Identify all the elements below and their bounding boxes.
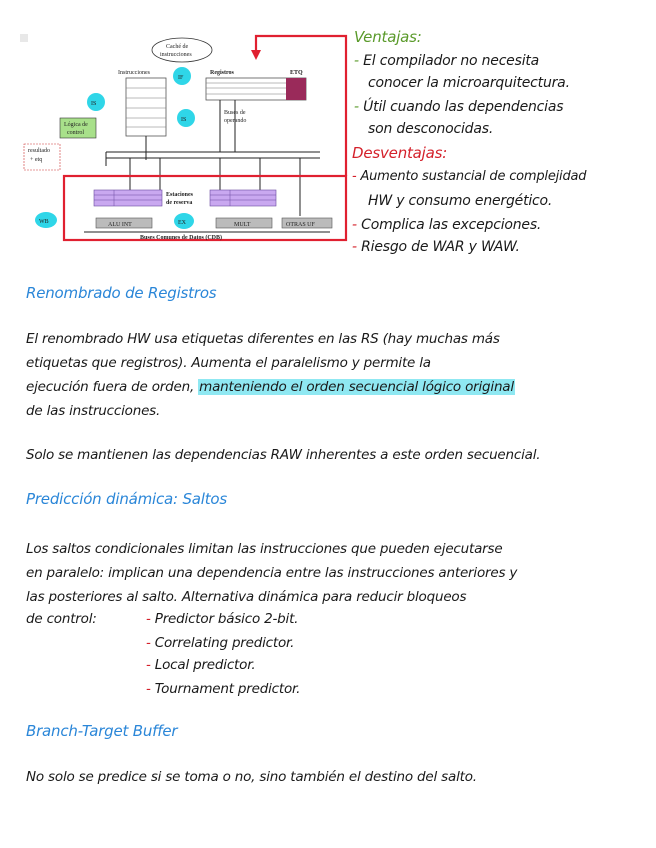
logic-label-2: control xyxy=(67,130,84,136)
reservation-stations-2 xyxy=(210,190,276,206)
predictor-item-2 xyxy=(146,634,294,652)
predictor-item-1 xyxy=(146,610,298,628)
renombrado-p1-l2: etiquetas que registros). Aumenta el paralelismo y permite la xyxy=(26,355,431,371)
bullet: - xyxy=(354,53,359,69)
bus-label-2: operando xyxy=(224,118,247,124)
reservation-stations-1 xyxy=(94,190,162,206)
btb-title: Branch-Target Buffer xyxy=(26,722,178,740)
stations-label-1: Estaciones xyxy=(166,192,193,198)
alu-label: ALU INT xyxy=(108,222,132,228)
prediccion-l1: Los saltos condicionales limitan las instrucciones que pueden ejecutarse xyxy=(26,541,503,557)
bullet: - xyxy=(146,635,151,651)
red-loop-top xyxy=(256,36,346,176)
etq-block xyxy=(286,78,306,100)
is-label-1: IS xyxy=(91,101,97,107)
ventaja-1-l1: El compilador no necesita xyxy=(363,53,540,69)
bullet: - xyxy=(146,681,151,697)
wb-label: WB xyxy=(39,219,49,225)
tomasulo-diagram-svg xyxy=(20,30,348,250)
bullet: - xyxy=(146,611,151,627)
cache-label-1: Caché de xyxy=(166,44,189,50)
predictor-3: Local predictor. xyxy=(154,657,256,673)
renombrado-p1-l4: de las instrucciones. xyxy=(26,403,161,419)
predictor-item-3 xyxy=(146,656,255,674)
reg-label: Registros xyxy=(210,70,234,76)
desventaja-1 xyxy=(352,166,586,188)
renombrado-p1-l3a: ejecución fuera de orden, xyxy=(26,379,195,395)
renombrado-title: Renombrado de Registros xyxy=(26,284,217,302)
renombrado-p1-l1: El renombrado HW usa etiquetas diferentes en las RS (hay muchas más xyxy=(26,331,500,347)
logic-label-1: Lógica de xyxy=(64,122,88,128)
ventaja-1-l2: conocer la microarquitectura. xyxy=(368,75,570,91)
prediccion-l3: las posteriores al salto. Alternativa dinámica para reducir bloqueos xyxy=(26,589,467,605)
highlighted-text: manteniendo el orden secuencial lógico original xyxy=(199,379,514,395)
renombrado-p1-l3 xyxy=(26,378,515,396)
red-arrow xyxy=(251,50,261,60)
bullet: - xyxy=(352,239,357,255)
cache-label-2: instrucciones xyxy=(160,52,192,58)
result-label-1: resultado xyxy=(28,148,50,154)
bullet: - xyxy=(352,169,357,184)
desventaja-2 xyxy=(352,214,541,236)
ventaja-2-l2: son desconocidas. xyxy=(368,121,494,137)
ex-label: EX xyxy=(178,220,186,226)
instr-queue xyxy=(126,78,166,136)
predictor-item-4 xyxy=(146,680,300,698)
renombrado-p2: Solo se mantienen las dependencias RAW inherentes a este orden secuencial. xyxy=(26,447,541,463)
instr-label: Instrucciones xyxy=(118,70,150,76)
predictor-2: Correlating predictor. xyxy=(154,635,295,651)
etq-label: ETQ xyxy=(290,70,303,76)
ventaja-1 xyxy=(354,50,539,72)
prediccion-l4: de control: xyxy=(26,611,97,627)
bus-label-1: Buses de xyxy=(224,110,246,116)
stations-label-2: de reserva xyxy=(166,200,193,206)
cdb-label: Buses Comunes de Datos (CDB) xyxy=(140,235,223,241)
ventaja-2-l1: Útil cuando las dependencias xyxy=(363,99,564,115)
desventaja-1-l1: Aumento sustancial de complejidad xyxy=(360,169,587,184)
bullet: - xyxy=(146,657,151,673)
desventajas-title: Desventajas: xyxy=(352,144,448,162)
bullet: - xyxy=(352,217,357,233)
desventaja-2-l1: Complica las excepciones. xyxy=(361,217,542,233)
ventajas-title: Ventajas: xyxy=(354,28,422,46)
if-label: IF xyxy=(178,75,184,81)
mult-label: MULT xyxy=(234,222,251,228)
predictor-1: Predictor básico 2-bit. xyxy=(154,611,299,627)
ventaja-2 xyxy=(354,96,563,118)
desventaja-3 xyxy=(352,236,520,258)
other-label: OTRAS UF xyxy=(286,222,315,228)
result-label-2: + etq xyxy=(30,157,43,163)
cache-ellipse xyxy=(152,38,212,62)
prediccion-title: Predicción dinámica: Saltos xyxy=(26,490,228,508)
bullet: - xyxy=(354,99,359,115)
btb-text: No solo se predice si se toma o no, sino también el destino del salto. xyxy=(26,769,477,785)
predictor-4: Tournament predictor. xyxy=(154,681,301,697)
desventaja-3-l1: Riesgo de WAR y WAW. xyxy=(361,239,520,255)
prediccion-l2: en paralelo: implican una dependencia entre las instrucciones anteriores y xyxy=(26,565,518,581)
desventaja-1-l2: HW y consumo energético. xyxy=(368,193,553,209)
red-cdb-loop xyxy=(64,176,346,240)
is-label-2: IS xyxy=(181,117,187,123)
corner-mark xyxy=(20,34,28,42)
tomasulo-diagram xyxy=(20,30,348,250)
